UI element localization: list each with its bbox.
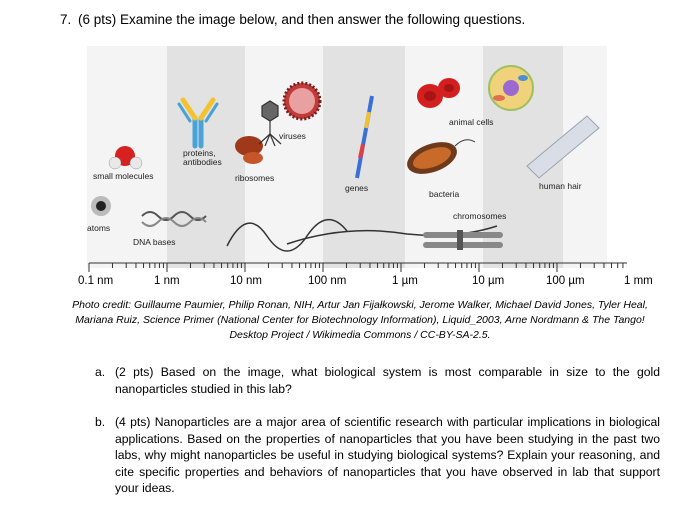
tick-label: 1 nm [154,275,180,287]
red-blood-cell-icon [417,78,460,108]
tick-label: 0.1 nm [78,275,114,287]
atom-icon [91,196,111,216]
part-text: (2 pts) Based on the image, what biological system is most comparable in size to the gold nanoparticles studied in this lab? [115,365,660,396]
question-part-b [95,414,660,504]
label-dna-bases: DNA bases [133,237,176,247]
bacteriophage-icon [259,101,281,146]
chromosome-icon [423,230,503,250]
label-viruses: viruses [279,131,306,141]
label-chromosomes: chromosomes [453,211,507,221]
tick-label: 1 µm [392,275,418,287]
size-scale-figure [87,46,607,286]
label-small-molecules: small molecules [93,171,154,181]
virus-icon [284,83,320,119]
part-letter: a. [95,365,106,379]
small-molecule-icon [109,146,142,169]
gene-icon [357,96,372,178]
label-antibodies: antibodies [183,157,222,167]
tick-label: 100 nm [308,275,347,287]
label-animal-cells: animal cells [449,117,494,127]
tick-label: 1 mm [624,275,653,287]
tick-label: 100 µm [546,275,585,287]
antibody-icon [179,100,217,146]
human-hair-icon [527,116,599,178]
ribosome-icon [235,136,263,164]
animal-cell-icon [489,66,533,110]
question-text: (6 pts) Examine the image below, and then answer the following questions. [78,12,526,27]
label-proteins: proteins, [183,148,216,158]
scale-axis [87,262,627,276]
part-text: (4 pts) Nanoparticles are a major area of scientific research with particular implications in biological applications. Based on the properties of nanoparticles that you have been studying in the past two labs, why might nanoparticles be useful in studying biological systems? Explain your reasoning, and cite specific properties and behaviors of nanoparticles that you have observed in lab that support your ideas. [115,415,660,495]
part-letter: b. [95,415,106,429]
dna-bases-icon [142,212,206,226]
tick-label: 10 nm [230,275,262,287]
bacterium-icon [403,136,475,180]
label-atoms: atoms [87,223,111,233]
question-number: 7. [60,12,72,27]
label-genes: genes [345,183,369,193]
photo-credit: Photo credit: Guillaume Paumier, Philip Ronan, NIH, Artur Jan Fijałkowski, Jerome Walker, Michael David Jones, Tyler Heal, Mariana Ruiz, Science Primer (National Center for Biotechnology Information), Liquid_2003, Arne Nordmann & The Tango! Desktop Project / Wikimedia Commons / CC-BY-SA-2.5. [72,299,648,341]
label-human-hair: human hair [539,181,582,191]
label-ribosomes: ribosomes [235,173,275,183]
label-bacteria: bacteria [429,189,460,199]
figure-illustrations [87,46,607,286]
question-part-a [95,364,660,400]
tick-label: 10 µm [472,275,505,287]
